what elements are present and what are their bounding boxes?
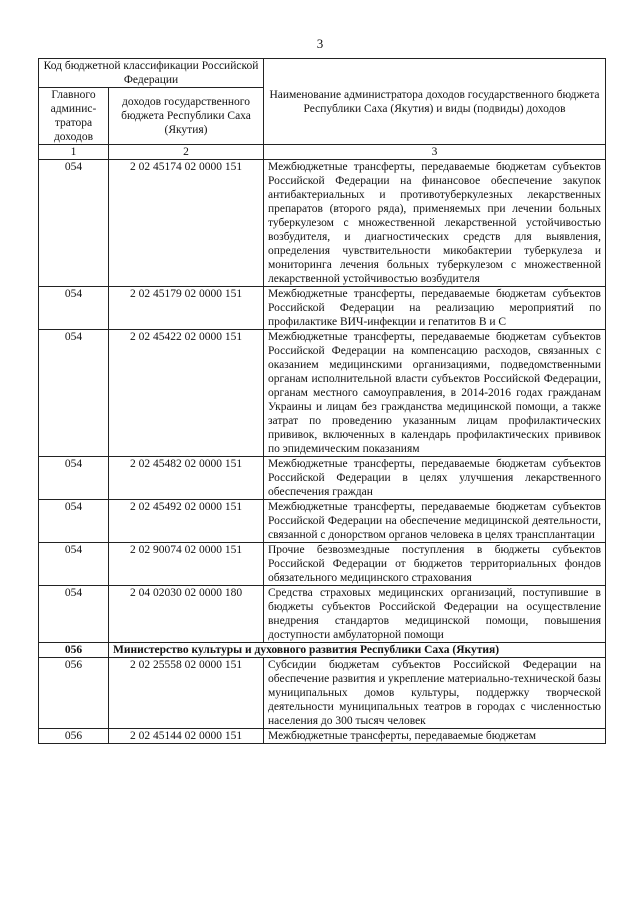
income-code: 2 02 45174 02 0000 151 [109,160,264,287]
admin-code: 056 [39,658,109,729]
section-row [39,643,606,658]
column-number-2: 2 [109,145,264,160]
income-name: Прочие безвозмездные поступления в бюджеты субъектов Российской Федерации от бюджетов территориальных фондов обязательного медицинского страхования [264,543,606,586]
income-code: 2 02 45492 02 0000 151 [109,500,264,543]
table-row [39,287,606,330]
income-code: 2 04 02030 02 0000 180 [109,586,264,643]
column-number-row [39,145,606,160]
table-row [39,457,606,500]
header-group-cell: Код бюджетной классификации Российской Федерации [39,59,264,88]
admin-code: 056 [39,729,109,744]
section-title: Министерство культуры и духовного развития Республики Саха (Якутия) [109,643,606,658]
table-row [39,543,606,586]
header-col2: доходов государственного бюджета Республики Саха (Якутия) [109,88,264,145]
section-admin-code: 056 [39,643,109,658]
admin-code: 054 [39,457,109,500]
admin-code: 054 [39,160,109,287]
admin-code: 054 [39,543,109,586]
admin-code: 054 [39,586,109,643]
table-header-row [39,59,606,88]
header-col1: Главного админис-тратора доходов [39,88,109,145]
admin-code: 054 [39,500,109,543]
table-row [39,500,606,543]
income-code: 2 02 45179 02 0000 151 [109,287,264,330]
income-name: Межбюджетные трансферты, передаваемые бюджетам субъектов Российской Федерации на реализацию мероприятий по профилактике ВИЧ-инфекции и гепатитов В и С [264,287,606,330]
column-number-1: 1 [39,145,109,160]
page-number: 3 [316,36,324,51]
income-code: 2 02 45422 02 0000 151 [109,330,264,457]
income-code: 2 02 90074 02 0000 151 [109,543,264,586]
admin-code: 054 [39,330,109,457]
income-name: Межбюджетные трансферты, передаваемые бюджетам субъектов Российской Федерации на финансовое обеспечение закупок антибактериальных и противотуберкулезных лекарственных препаратов (второго ряда), применяемых при лечении больных туберкулезом с множественной лекарственной устойчивостью возбудителя, и диагностических средств для выявления, определения чувствительности микобактерии туберкулеза и мониторинга лечения больных туберкулезом с множественной лекарственной устойчивостью возбудителя [264,160,606,287]
table-row [39,160,606,287]
income-code: 2 02 45482 02 0000 151 [109,457,264,500]
table-row [39,586,606,643]
income-name: Межбюджетные трансферты, передаваемые бюджетам субъектов Российской Федерации на обеспечение медицинской деятельности, связанной с донорством органов человека в целях трансплантации [264,500,606,543]
table-row [39,658,606,729]
income-code: 2 02 25558 02 0000 151 [109,658,264,729]
header-col3: Наименование администратора доходов государственного бюджета Республики Саха (Якутия) и виды (подвиды) доходов [264,59,606,145]
income-name: Межбюджетные трансферты, передаваемые бюджетам субъектов Российской Федерации на компенсацию расходов, связанных с оказанием медицинскими организациями, подведомственными органам исполнительной власти субъектов Российской Федерации, органам местного самоуправления, в 2014-2016 годах гражданам Украины и лицам без гражданства медицинской помощи, а также затрат по проведению указанным лицам профилактических прививок, включенных в календарь профилактических прививок по эпидемическим показаниям [264,330,606,457]
income-name: Субсидии бюджетам субъектов Российской Федерации на обеспечение развития и укрепление материально-технической базы муниципальных домов культуры, поддержку творческой деятельности муниципальных театров в городах с численностью населения до 300 тысяч человек [264,658,606,729]
income-code: 2 02 45144 02 0000 151 [109,729,264,744]
table-row [39,729,606,744]
column-number-3: 3 [264,145,606,160]
income-name: Средства страховых медицинских организаций, поступившие в бюджеты субъектов Российской Федерации на осуществление внедрения стандартов медицинской помощи, повышения доступности амбулаторной помощи [264,586,606,643]
income-name: Межбюджетные трансферты, передаваемые бюджетам [264,729,606,744]
admin-code: 054 [39,287,109,330]
income-name: Межбюджетные трансферты, передаваемые бюджетам субъектов Российской Федерации в целях улучшения лекарственного обеспечения граждан [264,457,606,500]
table-row [39,330,606,457]
budget-classification-table [38,58,606,744]
